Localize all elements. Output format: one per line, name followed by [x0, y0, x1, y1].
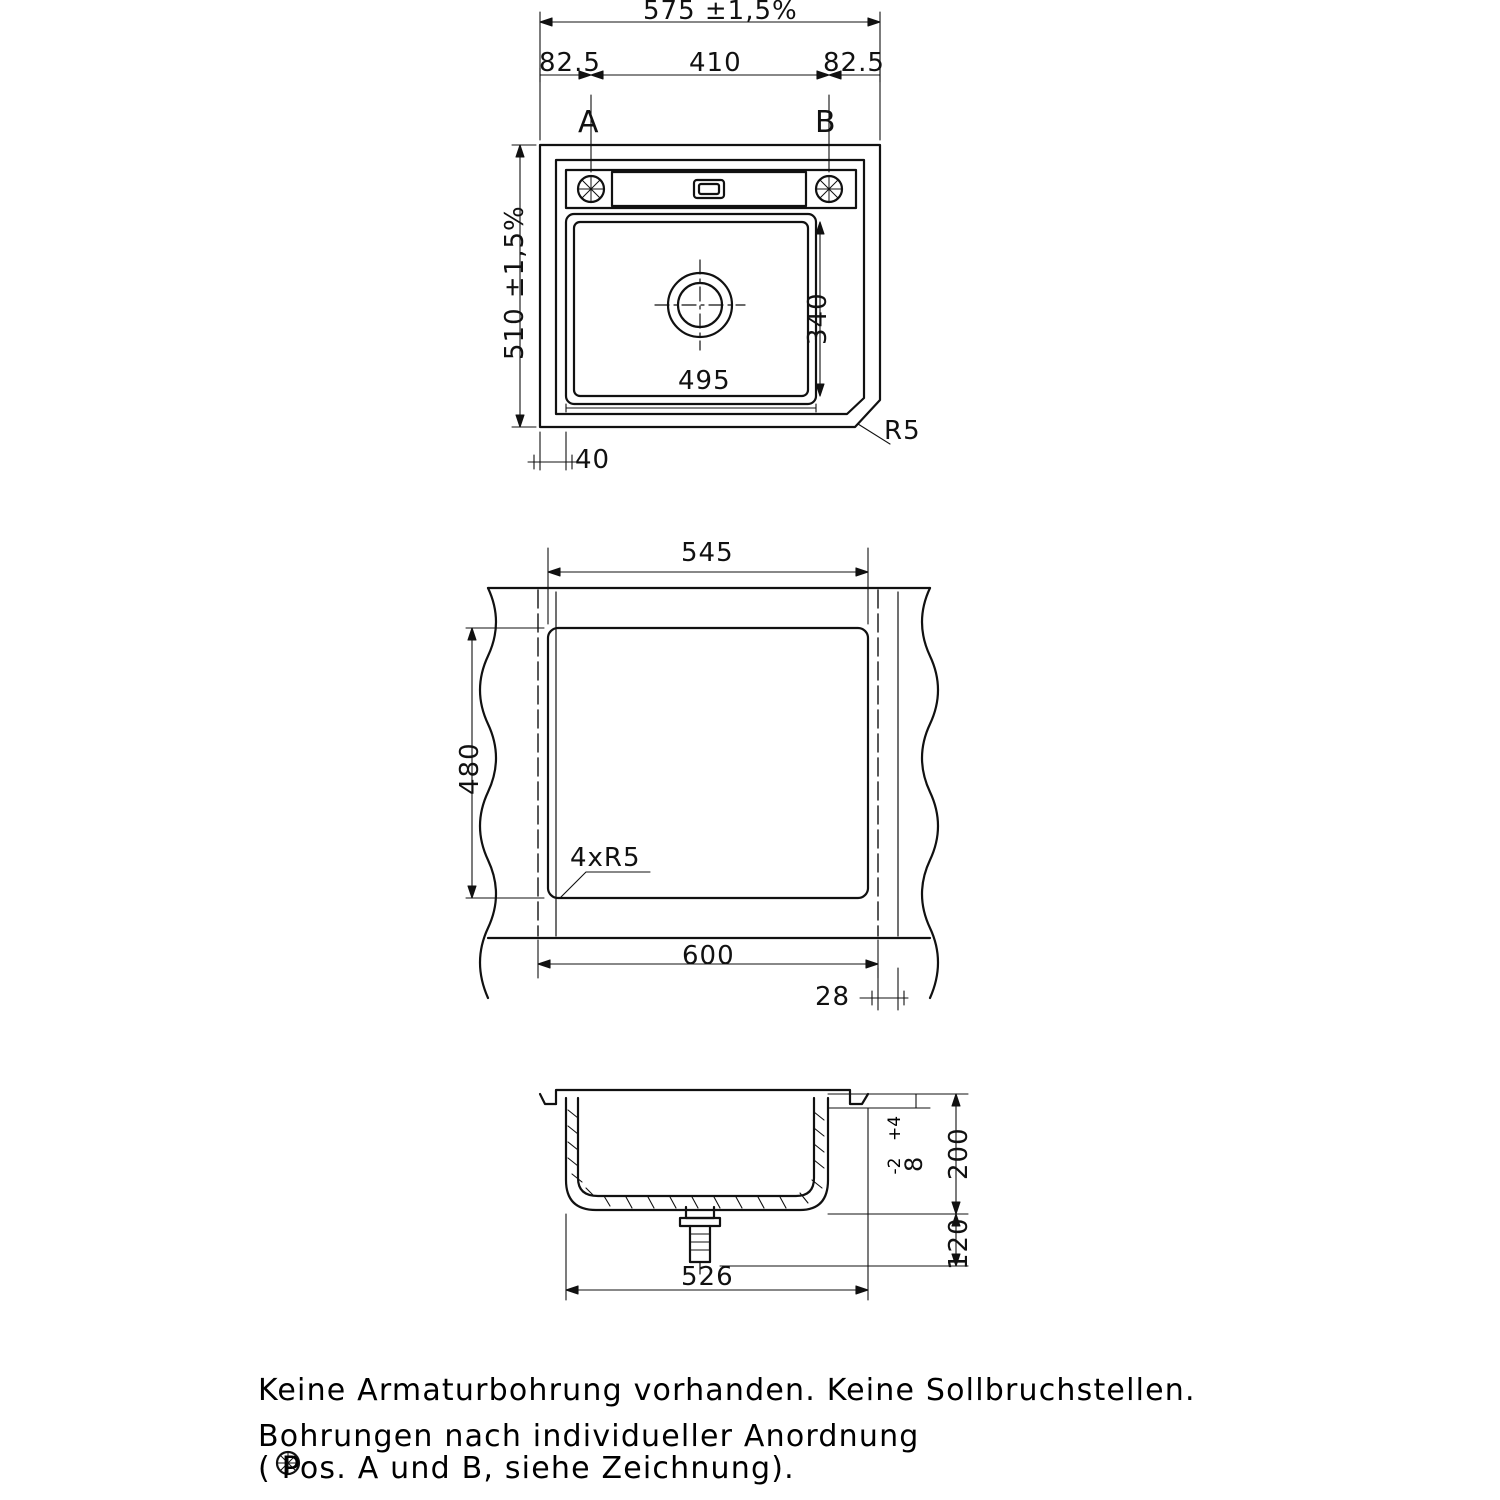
dim-label-thickness-minus: -2 — [885, 1157, 905, 1175]
dim-label-480: 480 — [455, 742, 485, 795]
dim-label-200: 200 — [944, 1127, 974, 1180]
tap-deck-inner — [612, 172, 806, 206]
note-line-1: Keine Armaturbohrung vorhanden. Keine Sollbruchstellen. — [258, 1373, 1196, 1408]
dim-label-40: 40 — [575, 445, 611, 475]
dim-label-526: 526 — [681, 1262, 734, 1292]
dim-label-worktop-thickness: 8 — [900, 1155, 928, 1172]
dim-label-4xr5: 4xR5 — [570, 843, 641, 873]
note-line-2: Bohrungen nach individueller Anordnung — [258, 1419, 920, 1454]
dim-label-825-left: 82.5 — [539, 48, 601, 78]
dim-label-410: 410 — [689, 48, 742, 78]
dim-label-r5: R5 — [884, 416, 921, 446]
bowl-outer-wall — [566, 1098, 828, 1210]
dim-label-600: 600 — [682, 941, 735, 971]
dim-label-28: 28 — [815, 982, 851, 1012]
dim-label-340: 340 — [803, 292, 833, 345]
marker-label-b: B — [815, 105, 837, 140]
dim-label-545: 545 — [681, 538, 734, 568]
dim-label-575: 575 ±1,5% — [643, 0, 798, 26]
section-left-lip — [540, 1094, 556, 1104]
dim-label-495: 495 — [678, 366, 731, 396]
marker-label-a: A — [578, 105, 600, 140]
note-line-3: ( Pos. A und B, siehe Zeichnung). — [258, 1451, 795, 1486]
dim-label-120: 120 — [944, 1217, 974, 1270]
worktop-break-right — [922, 588, 938, 998]
bowl-inner-wall — [578, 1098, 814, 1196]
section-rim-top — [556, 1090, 868, 1104]
dim-label-thickness-plus: +4 — [885, 1115, 905, 1141]
leader-4xr5 — [560, 872, 650, 898]
overflow-slot-inner — [699, 184, 719, 194]
dim-label-510: 510 ±1,5% — [500, 205, 530, 360]
tap-deck — [566, 170, 856, 208]
dim-label-825-right: 82.5 — [823, 48, 885, 78]
